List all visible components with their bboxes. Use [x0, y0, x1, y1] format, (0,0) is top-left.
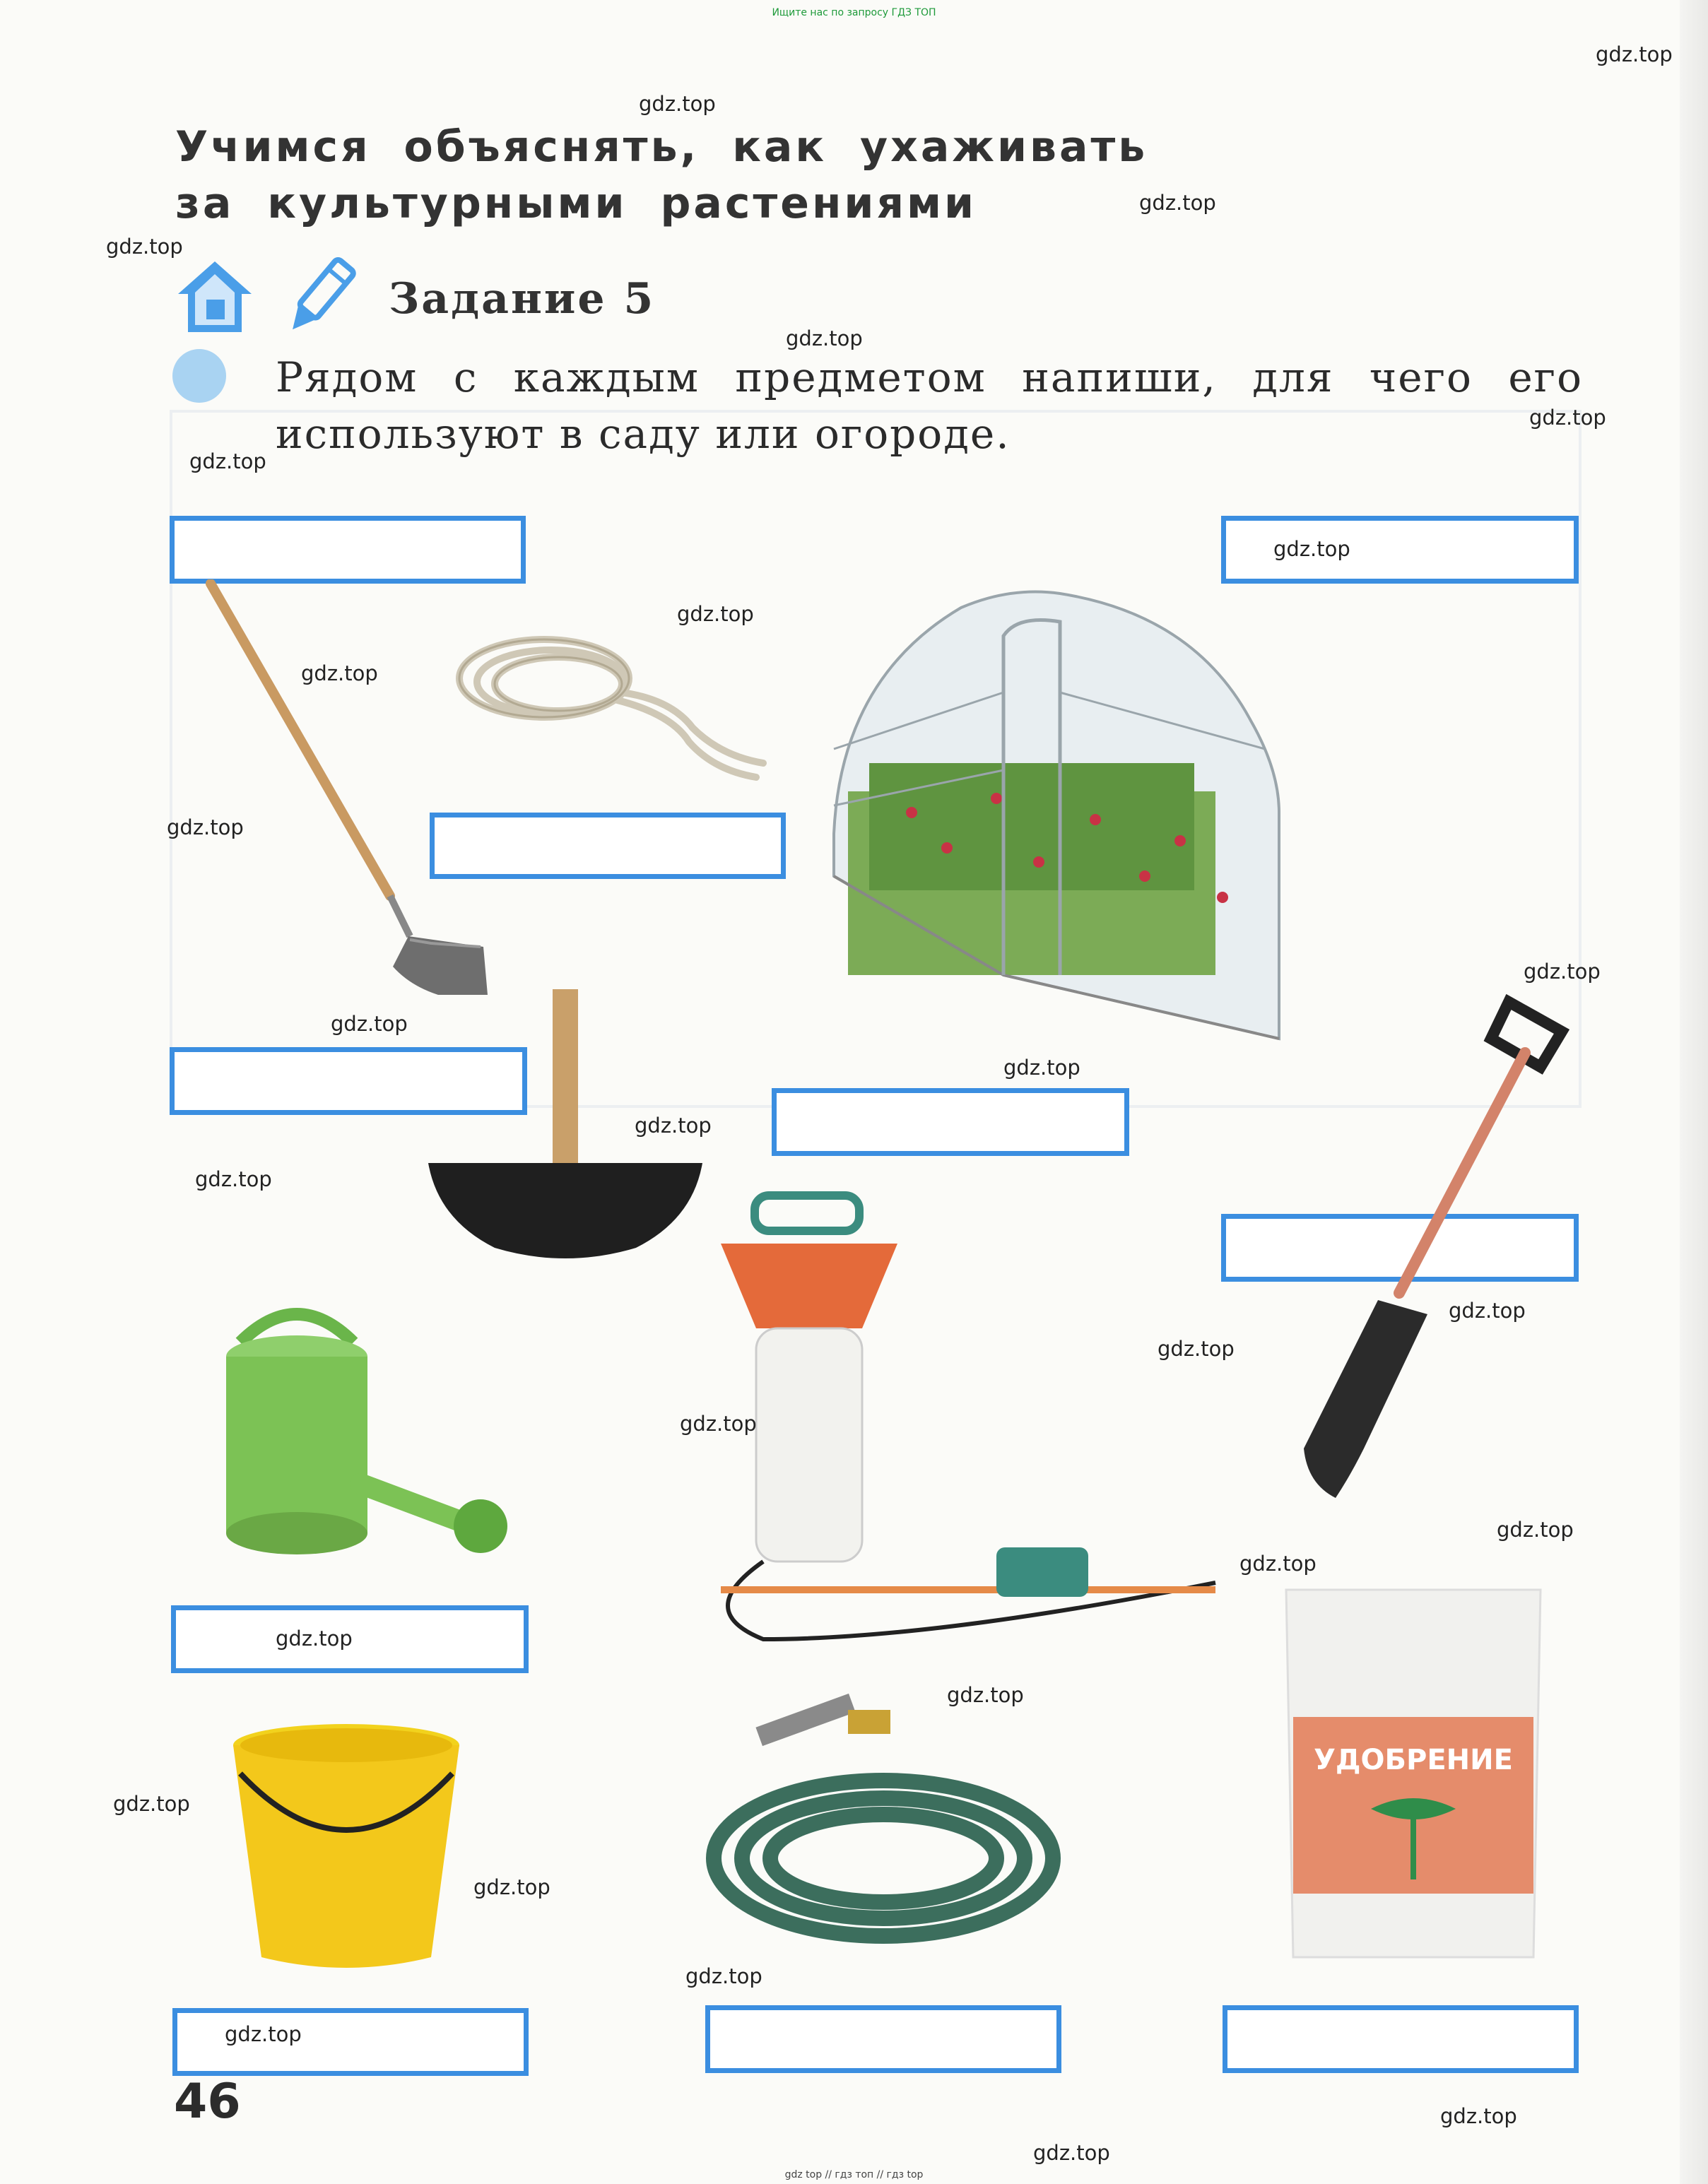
- watermark: gdz.top: [1440, 2104, 1517, 2128]
- watermark: gdz.top: [225, 2022, 302, 2046]
- top-banner: Ищите нас по запросу ГДЗ ТОП: [772, 7, 936, 18]
- watermark: gdz.top: [680, 1412, 757, 1436]
- fertilizer-label: УДОБРЕНИЕ: [1314, 1744, 1513, 1776]
- rope-picture: [438, 615, 777, 784]
- watermark: gdz.top: [1139, 191, 1216, 215]
- watermark: gdz.top: [1449, 1299, 1526, 1323]
- task-marker-dot: [172, 349, 226, 403]
- watermark: gdz.top: [1497, 1518, 1574, 1542]
- watermark: gdz.top: [1524, 960, 1601, 984]
- greenhouse-picture: [827, 579, 1321, 1046]
- watermark: gdz.top: [1239, 1552, 1317, 1576]
- watermark: gdz.top: [1003, 1056, 1080, 1080]
- page-number: 46: [174, 2074, 241, 2130]
- watermark: gdz.top: [1033, 2141, 1110, 2165]
- watermark: gdz.top: [195, 1167, 272, 1191]
- pencil-icon: [277, 252, 362, 343]
- bucket-picture: [219, 1717, 488, 1985]
- shovel-picture: [1230, 989, 1583, 1526]
- watermark: gdz.top: [685, 1964, 762, 1988]
- hose-picture: [693, 1667, 1088, 1964]
- answer-box-sprayer[interactable]: [772, 1088, 1129, 1156]
- watermark: gdz.top: [189, 449, 266, 473]
- title-line-2: за культурными растениями: [175, 179, 977, 228]
- watering-can-picture: [191, 1272, 523, 1583]
- watermark: gdz.top: [1273, 537, 1350, 561]
- watermark: gdz.top: [301, 661, 378, 685]
- watermark: gdz.top: [1158, 1337, 1235, 1361]
- task-title: Задание 5: [389, 274, 656, 324]
- watermark: gdz.top: [113, 1792, 190, 1816]
- bottom-banner: gdz top // гдз топ // гдз top: [784, 2169, 924, 2180]
- watermark: gdz.top: [635, 1114, 712, 1138]
- answer-box-hoe[interactable]: [170, 516, 526, 584]
- house-icon: [172, 256, 257, 338]
- watermark: gdz.top: [947, 1683, 1024, 1707]
- task-instruction: Рядом с каждым предметом напиши, для чего его используют в саду или огороде.: [276, 353, 1583, 458]
- page-edge: [1680, 0, 1708, 2184]
- watermark: gdz.top: [276, 1627, 353, 1651]
- watermark: gdz.top: [106, 235, 183, 259]
- answer-box-fertilizer[interactable]: [1223, 2005, 1579, 2073]
- watermark: gdz.top: [677, 602, 754, 626]
- watermark: gdz.top: [331, 1012, 408, 1036]
- title-line-1: Учимся объяснять, как ухаживать: [175, 122, 1148, 172]
- watermark: gdz.top: [1596, 42, 1673, 66]
- sprayer-picture: [579, 1187, 1244, 1653]
- watermark: gdz.top: [786, 326, 863, 350]
- watermark: gdz.top: [639, 92, 716, 116]
- watermark: gdz.top: [1529, 406, 1606, 430]
- watermark: gdz.top: [473, 1875, 550, 1899]
- watermark: gdz.top: [167, 815, 244, 839]
- answer-box-hose[interactable]: [705, 2005, 1061, 2073]
- page-title: [175, 119, 1235, 232]
